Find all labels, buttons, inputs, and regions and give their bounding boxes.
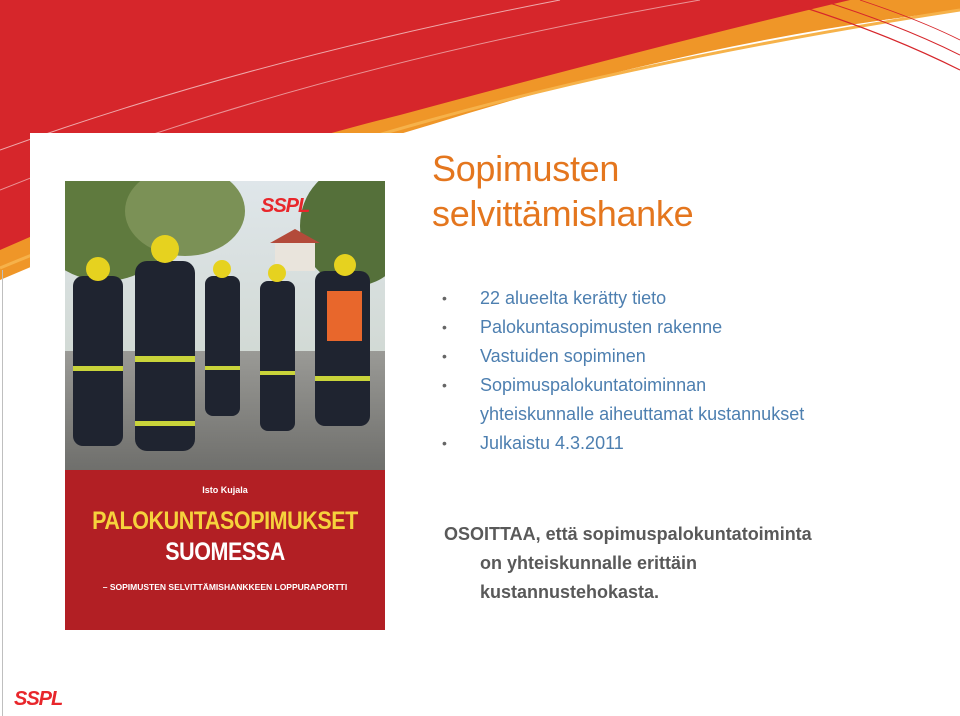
bullet-item [440,342,940,371]
slide-title [432,146,932,236]
cover-title-line-2: SUOMESSA [165,538,285,566]
bullet-text: Julkaistu 4.3.2011 [480,433,624,453]
sspl-logo-text: SSPL [14,688,63,710]
firefighters-photo [65,181,385,470]
sspl-logo [14,686,114,710]
book-cover-image [65,181,385,630]
cover-subtitle: – SOPIMUSTEN SELVITTÄMISHANKKEEN LOPPURAPORTTI [102,582,348,592]
bullet-item [440,429,940,458]
bullet-item [440,313,940,342]
bullet-text-continuation: yhteiskunnalle aiheuttamat kustannukset [480,404,805,424]
bullet-text: Palokuntasopimusten rakenne [480,317,723,337]
cover-title-line-1: PALOKUNTASOPIMUKSET [92,507,358,535]
slide-title-line-1: Sopimusten [432,148,620,189]
bullet-text: Vastuiden sopiminen [480,346,646,366]
bullet-item [440,371,940,429]
conclusion-line-2: on yhteiskunnalle erittäin [480,553,698,573]
cover-author: Isto Kujala [202,485,248,495]
conclusion-line-3: kustannustehokasta. [480,582,660,602]
bullet-icon: • [442,290,447,306]
bullet-icon: • [442,435,447,451]
slide-title-line-2: selvittämishanke [432,193,694,234]
bullet-list [440,284,940,458]
conclusion-line-1: OSOITTAA, että sopimuspalokuntatoiminta [444,524,812,544]
conclusion-text [444,520,924,607]
bullet-icon: • [442,319,447,335]
bullet-text: Sopimuspalokuntatoiminnan [480,375,707,395]
left-divider [2,270,3,716]
bullet-icon: • [442,377,447,393]
bullet-text: 22 alueelta kerätty tieto [480,288,667,308]
cover-publisher-logo: SSPL [261,195,310,217]
bullet-item [440,284,940,313]
bullet-icon: • [442,348,447,364]
